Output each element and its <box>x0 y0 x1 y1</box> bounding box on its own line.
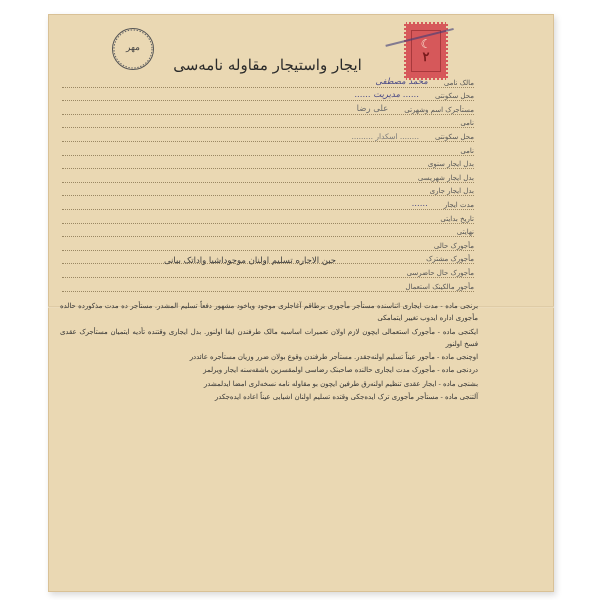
field-row <box>62 210 474 224</box>
field-row <box>62 169 474 183</box>
seal-text: مهر <box>126 43 140 54</box>
field-label: مدت ایجار <box>443 200 474 209</box>
field-row <box>62 101 474 115</box>
field-handwritten-value: محمد مصطفی <box>375 76 428 87</box>
contract-clauses <box>60 300 478 404</box>
field-row <box>62 183 474 197</box>
clause-paragraph: اوچنجی ماده - مأجور عیناً تسلیم اولنه‌جقدر. مستأجر طرفندن وقوع بولان ضرر وزیان مستأجره عائددر <box>189 353 478 361</box>
field-row <box>62 115 474 129</box>
field-handwritten-value: ...... مدیریت ...... <box>354 90 419 101</box>
field-row <box>62 156 474 170</box>
field-handwritten-value: ........ اسکدار ......... <box>351 131 419 141</box>
field-label: نامی <box>460 146 474 155</box>
clause-paragraph: دردنجی ماده - مأجورک مدت ایجاری حالنده صاحبنک رضاسی اولمقسزین باشقه‌سنه ایجار ویرلمز <box>203 366 478 375</box>
field-label: نامی <box>460 119 474 128</box>
seal-emblem <box>112 28 154 70</box>
field-handwritten-value: علی رضا <box>356 103 389 114</box>
crescent-icon: ☾ <box>420 36 432 51</box>
seal-ring-icon <box>111 27 155 71</box>
field-label: نهایتی <box>456 228 474 237</box>
field-label: مأجور مالکینک استعمال <box>405 282 474 291</box>
field-label: بدل ایجار سنوی <box>427 160 474 169</box>
clause-paragraph: بشنجی ماده - ایجار عقدی تنظیم اولنه‌رق طرفین ایچون بو مقاوله نامه نسخه‌لری امضا ایدلمشدر <box>203 379 478 388</box>
field-label: تاریخ بدایتی <box>440 214 474 223</box>
stamp-value: ۲ <box>422 49 430 65</box>
clause-paragraph: ایکنجی ماده - مأجورک استعمالی ایچون لازم اولان تعمیرات اساسیه مالک طرفندن ایفا اولنور. بدل ایجاری وقتنده تأدیه ایتمیان مستأجرک عقدی فسخ اولنور <box>60 327 478 348</box>
field-row <box>62 278 474 292</box>
field-row <box>62 74 474 88</box>
field-row <box>62 237 474 251</box>
field-handwritten-value: ...... <box>411 198 428 209</box>
field-row <box>62 88 474 102</box>
clause-paragraph: آلتنجی ماده - مستأجر مأجوری ترک ایده‌جکی وقتده تسلیم اولنان اشیایی عیناً اعاده ایده‌جکدر <box>214 392 478 401</box>
field-row <box>62 196 474 210</box>
field-label: مالک نامی <box>443 78 474 87</box>
clause-paragraph: برنجی ماده - مدت ایجاری اثناسنده مستأجر مأجوری برطاقم آغاجلری موجود ویاخود مشهور دفعاً تسلیم المشدر. مستأجر ده مدت مذکورده حالده مأجوری اداره ایدوب تغییر ایتمامکی <box>60 302 478 323</box>
field-label: مأجورک حال حاضرسی <box>406 268 474 277</box>
field-label: بدل ایجار شهریسی <box>417 173 474 182</box>
field-row <box>62 142 474 156</box>
inventory-heading: حین الاجاره تسلیم اولنان موجوداشیا واداتک بیانی <box>163 256 337 266</box>
document-title: ایجار واستیجار مقاوله نامه‌سی <box>173 56 362 74</box>
field-label: محل سکونتی <box>434 92 474 101</box>
field-label: محل سکونتی <box>434 132 474 141</box>
field-label: مأجورک مشترک <box>426 255 474 264</box>
field-row <box>62 224 474 238</box>
field-label: بدل ایجار جاری <box>429 187 474 196</box>
field-label: مستأجرک اسم وشهرتی <box>404 105 474 114</box>
field-row <box>62 264 474 278</box>
field-label: مأجورک حالی <box>433 241 474 250</box>
field-row <box>62 128 474 142</box>
